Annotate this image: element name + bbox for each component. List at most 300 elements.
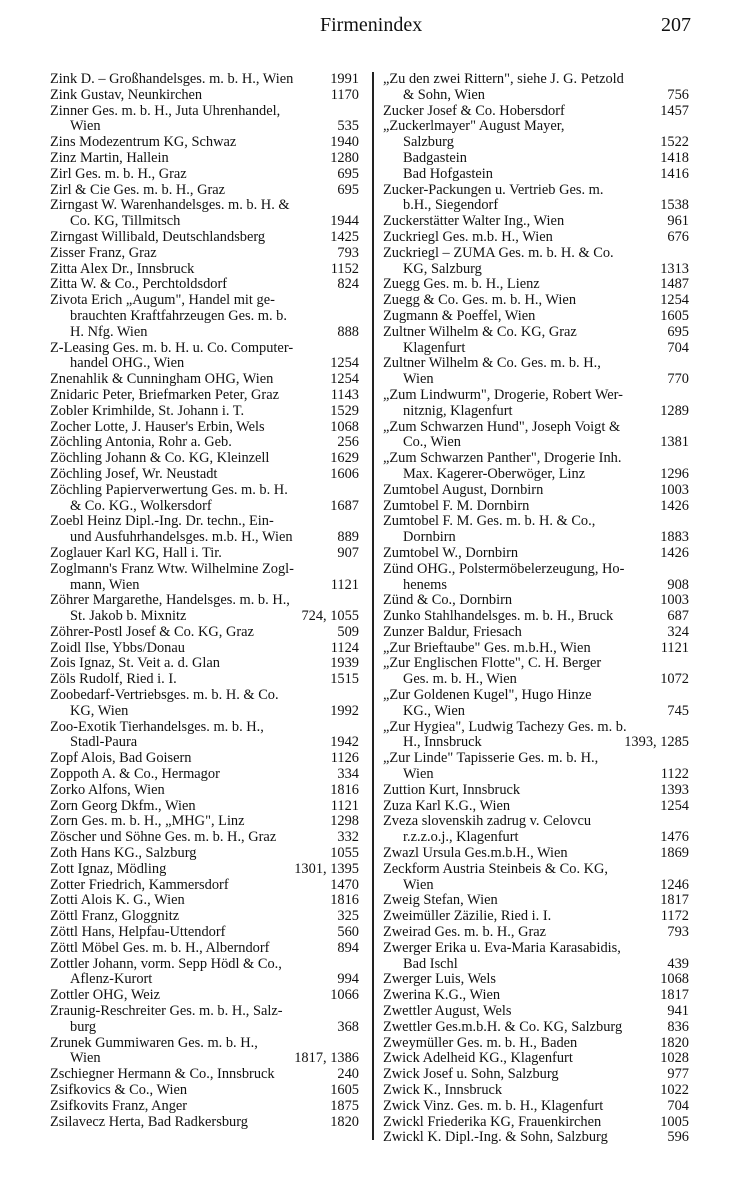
entry-line (50, 751, 359, 767)
entry-line (383, 720, 689, 736)
index-entry (383, 1083, 689, 1099)
entry-page-ref: 1629 (330, 450, 359, 467)
entry-page-ref: 1301, 1395 (294, 860, 359, 877)
entry-text: Z-Leasing Ges. m. b. H. u. Co. Computer- (50, 340, 294, 356)
entry-page-ref: 1254 (330, 371, 359, 388)
entry-page-ref: 704 (667, 1097, 689, 1114)
entry-text: Zumtobel W., Dornbirn (383, 545, 519, 561)
entry-text: Zöchling Antonia, Rohr a. Geb. (50, 435, 232, 451)
entry-text: burg (70, 1019, 97, 1035)
entry-text: Zwick Vinz. Ges. m. b. H., Klagenfurt (383, 1098, 604, 1114)
entry-line (383, 1020, 689, 1036)
entry-text: Zirngast W. Warenhandelsges. m. b. H. & (50, 198, 290, 214)
entry-page-ref: 1152 (330, 260, 359, 277)
entry-page-ref: 994 (337, 971, 359, 988)
entry-text: Zocher Lotte, J. Hauser's Erbin, Wels (50, 419, 265, 435)
index-entry (383, 1067, 689, 1083)
entry-page-ref: 439 (667, 955, 689, 972)
entry-page-ref (357, 688, 359, 704)
index-entry (383, 183, 689, 215)
entry-line (50, 830, 359, 846)
entry-line (383, 467, 689, 483)
entry-text: Zoth Hans KG., Salzburg (50, 846, 197, 862)
entry-line (383, 1083, 689, 1099)
entry-page-ref: 332 (337, 829, 359, 846)
entry-line (383, 735, 689, 751)
entry-line (50, 988, 359, 1004)
entry-page-ref: 1939 (330, 655, 359, 672)
entry-line (50, 88, 359, 104)
entry-line (50, 972, 359, 988)
index-entry (50, 1004, 359, 1036)
entry-page-ref: 1522 (660, 134, 689, 151)
entry-text: Zobler Krimhilde, St. Johann i. T. (50, 403, 245, 419)
entry-line (50, 1004, 359, 1020)
entry-page-ref: 1170 (330, 86, 359, 103)
index-entry (50, 104, 359, 136)
entry-line (383, 183, 689, 199)
entry-text: Zöttl Franz, Gloggnitz (50, 909, 180, 925)
index-entry (383, 641, 689, 657)
index-entry (50, 846, 359, 862)
index-entry (50, 372, 359, 388)
entry-page-ref: 334 (337, 766, 359, 783)
entry-page-ref (357, 104, 359, 120)
entry-page-ref (687, 246, 689, 262)
index-entry (50, 1099, 359, 1115)
index-entry (383, 846, 689, 862)
entry-text: Zöhrer-Postl Josef & Co. KG, Graz (50, 624, 254, 640)
entry-page-ref: 240 (337, 1066, 359, 1083)
entry-text: nitznig, Klagenfurt (403, 403, 513, 419)
entry-text: Zunzer Baldur, Friesach (383, 624, 522, 640)
entry-line (50, 1067, 359, 1083)
entry-page-ref: 325 (337, 908, 359, 925)
entry-line (383, 372, 689, 388)
index-entry (383, 988, 689, 1004)
entry-page-ref (357, 198, 359, 214)
entry-text: Dornbirn (403, 530, 456, 546)
entry-text: Zraunig-Reschreiter Ges. m. b. H., Salz- (50, 1004, 283, 1020)
entry-text: Zwettler Ges.m.b.H. & Co. KG, Salzburg (383, 1019, 623, 1035)
entry-line (50, 372, 359, 388)
page-number: 207 (661, 14, 691, 36)
entry-text: „Zu den zwei Rittern", siehe J. G. Petzold (383, 72, 624, 87)
entry-page-ref: 793 (337, 244, 359, 261)
entry-text: „Zuckerlmayer" August Mayer, (383, 119, 565, 135)
index-entry (50, 641, 359, 657)
index-entry (50, 435, 359, 451)
entry-line (383, 972, 689, 988)
index-entry (50, 388, 359, 404)
entry-page-ref: 793 (667, 924, 689, 941)
entry-page-ref: 1393, 1285 (624, 734, 689, 751)
entry-text: Zwettler August, Wels (383, 1004, 512, 1020)
entry-text: Ges. m. b. H., Wien (403, 672, 517, 688)
entry-line (50, 862, 359, 878)
entry-text: KG., Wien (403, 703, 465, 719)
entry-page-ref: 824 (337, 276, 359, 293)
entry-text: Zuckriegl Ges. m.b. H., Wien (383, 229, 553, 245)
entry-line (50, 341, 359, 357)
entry-page-ref: 687 (667, 608, 689, 625)
index-entry (383, 325, 689, 357)
entry-line (50, 814, 359, 830)
entry-page-ref (357, 1036, 359, 1052)
index-entry (50, 893, 359, 909)
entry-line (50, 514, 359, 530)
entry-line (50, 167, 359, 183)
entry-line (50, 420, 359, 436)
index-entry (383, 499, 689, 515)
entry-text: Zorn Georg Dkfm., Wien (50, 798, 196, 814)
entry-text: brauchten Kraftfahrzeugen Ges. m. b. (70, 308, 287, 324)
entry-page-ref: 704 (667, 339, 689, 356)
index-entry (50, 230, 359, 246)
entry-text: Zinner Ges. m. b. H., Juta Uhrenhandel, (50, 103, 281, 119)
index-entry (50, 656, 359, 672)
index-entry (383, 625, 689, 641)
index-entry (50, 593, 359, 625)
entry-line (383, 404, 689, 420)
entry-line (50, 483, 359, 499)
entry-page-ref (357, 514, 359, 530)
entry-line (383, 198, 689, 214)
entry-page-ref (687, 451, 689, 467)
index-entry (50, 941, 359, 957)
index-entry (383, 688, 689, 720)
entry-page-ref: 1068 (330, 418, 359, 435)
index-entry (50, 562, 359, 594)
column-divider (372, 72, 374, 1140)
entry-text: Zirl & Cie Ges. m. b. H., Graz (50, 182, 226, 198)
entry-page-ref (687, 183, 689, 199)
entry-text: Zoglmann's Franz Wtw. Wilhelmine Zogl- (50, 561, 294, 577)
entry-text: Zöchling Papierverwertung Ges. m. b. H. (50, 482, 288, 498)
entry-page-ref: 1817, 1386 (294, 1050, 359, 1067)
index-entry (50, 198, 359, 230)
entry-line (50, 404, 359, 420)
entry-text: Zweirad Ges. m. b. H., Graz (383, 925, 547, 941)
entry-line (383, 356, 689, 372)
entry-line (50, 230, 359, 246)
index-entry (50, 814, 359, 830)
entry-text: Zucker Josef & Co. Hobersdorf (383, 103, 565, 119)
index-entry (383, 814, 689, 846)
entry-line (383, 704, 689, 720)
entry-text: St. Jakob b. Mixnitz (70, 609, 187, 625)
entry-page-ref (687, 356, 689, 372)
index-entry (383, 1004, 689, 1020)
entry-page-ref: 1121 (660, 639, 689, 656)
entry-text: Zoo-Exotik Tierhandelsges. m. b. H., (50, 719, 264, 735)
entry-line (383, 846, 689, 862)
entry-page-ref: 1055 (330, 845, 359, 862)
entry-text: Zumtobel F. M. Ges. m. b. H. & Co., (383, 514, 596, 530)
entry-text: „Zur Brieftaube" Ges. m.b.H., Wien (383, 640, 591, 656)
entry-text: „Zur Englischen Flotte", C. H. Berger (383, 656, 602, 672)
entry-line (50, 893, 359, 909)
index-entry (50, 862, 359, 878)
entry-page-ref: 1022 (660, 1082, 689, 1098)
entry-page-ref: 1817 (660, 892, 689, 909)
entry-text: Wien (403, 877, 434, 893)
entry-text: Zöscher und Söhne Ges. m. b. H., Graz (50, 830, 277, 846)
entry-line (50, 735, 359, 751)
entry-page-ref: 509 (337, 623, 359, 640)
entry-line (383, 262, 689, 278)
entry-page-ref: 535 (337, 118, 359, 135)
entry-line (50, 246, 359, 262)
entry-page-ref: 1122 (660, 766, 689, 783)
entry-text: Zwick Josef u. Sohn, Salzburg (383, 1067, 559, 1083)
index-entry (50, 688, 359, 720)
entry-line (383, 578, 689, 594)
entry-line (383, 119, 689, 135)
entry-text: Zultner Wilhelm & Co. KG, Graz (383, 324, 577, 340)
entry-line (383, 957, 689, 973)
entry-page-ref (357, 720, 359, 736)
entry-page-ref: 1298 (330, 813, 359, 830)
entry-line (383, 546, 689, 562)
entry-line (50, 957, 359, 973)
entry-page-ref: 907 (337, 544, 359, 561)
entry-page-ref (687, 862, 689, 878)
index-entry (383, 514, 689, 546)
entry-line (50, 309, 359, 325)
entry-page-ref: 836 (667, 1018, 689, 1035)
entry-line (50, 878, 359, 894)
entry-line (383, 814, 689, 830)
entry-line (383, 451, 689, 467)
entry-text: Wien (70, 1051, 101, 1067)
entry-page-ref: 1143 (330, 386, 359, 403)
entry-text: Zuttion Kurt, Innsbruck (383, 782, 521, 798)
entry-line (383, 1067, 689, 1083)
entry-text: Zsifkovics & Co., Wien (50, 1083, 188, 1098)
entry-line (383, 388, 689, 404)
entry-text: Co. KG, Tillmitsch (70, 214, 181, 230)
index-entry (383, 941, 689, 973)
entry-text: Zuckriegl – ZUMA Ges. m. b. H. & Co. (383, 245, 614, 261)
entry-page-ref: 1003 (660, 481, 689, 498)
index-entry (383, 72, 689, 104)
index-entry (50, 483, 359, 515)
entry-page-ref (687, 688, 689, 704)
index-entry (50, 151, 359, 167)
entry-page-ref (687, 119, 689, 135)
entry-line (383, 641, 689, 657)
index-entry (383, 562, 689, 594)
entry-page-ref: 1003 (660, 592, 689, 609)
entry-text: Zirngast Willibald, Deutschlandsberg (50, 229, 266, 245)
entry-page-ref (357, 483, 359, 499)
entry-text: Co., Wien (403, 435, 461, 451)
entry-line (50, 151, 359, 167)
entry-line (50, 183, 359, 199)
entry-page-ref (687, 72, 689, 88)
index-entry (50, 783, 359, 799)
entry-text: Wien (70, 119, 101, 135)
entry-page-ref (687, 720, 689, 736)
entry-page-ref: 1875 (330, 1097, 359, 1114)
entry-text: Zucker-Packungen u. Vertrieb Ges. m. (383, 182, 604, 198)
entry-text: Stadl-Paura (70, 735, 138, 751)
index-entry (383, 972, 689, 988)
entry-line (383, 214, 689, 230)
entry-text: Zwerina K.G., Wien (383, 988, 501, 1004)
entry-line (50, 1020, 359, 1036)
index-entry (383, 799, 689, 815)
entry-text: Zöttl Möbel Ges. m. b. H., Alberndorf (50, 940, 270, 956)
index-entry (383, 546, 689, 562)
entry-text: Salzburg (403, 135, 454, 151)
entry-text: KG, Wien (70, 703, 129, 719)
entry-page-ref: 695 (667, 323, 689, 340)
entry-text: Zoidl Ilse, Ybbs/Donau (50, 640, 185, 656)
entry-text: Zschiegner Hermann & Co., Innsbruck (50, 1067, 275, 1083)
entry-line (50, 767, 359, 783)
entry-page-ref: 695 (337, 165, 359, 182)
entry-line (383, 1036, 689, 1052)
entry-text: Bad Ischl (403, 956, 458, 972)
index-column-left (50, 72, 359, 1130)
index-entry (50, 135, 359, 151)
entry-text: Zwazl Ursula Ges.m.b.H., Wien (383, 846, 568, 862)
entry-page-ref: 1066 (330, 987, 359, 1004)
entry-line (383, 878, 689, 894)
entry-line (383, 88, 689, 104)
entry-text: & Sohn, Wien (403, 87, 485, 103)
entry-line (50, 625, 359, 641)
entry-text: Zöchling Johann & Co. KG, Kleinzell (50, 451, 270, 467)
entry-line (50, 941, 359, 957)
entry-line (50, 293, 359, 309)
entry-page-ref: 1416 (660, 165, 689, 182)
entry-page-ref (687, 514, 689, 530)
entry-page-ref: 1393 (660, 781, 689, 798)
entry-text: Zuegg Ges. m. b. H., Lienz (383, 277, 540, 293)
index-entry (383, 104, 689, 120)
index-entry (50, 925, 359, 941)
entry-page-ref (687, 562, 689, 578)
entry-page-ref: 1529 (330, 402, 359, 419)
entry-line (383, 625, 689, 641)
index-entry (50, 751, 359, 767)
entry-text: Zottler OHG, Weiz (50, 988, 161, 1004)
index-entry (383, 451, 689, 483)
index-entry (50, 514, 359, 546)
entry-page-ref: 1538 (660, 197, 689, 214)
entry-text: Zotter Friedrich, Kammersdorf (50, 877, 229, 893)
index-entry (383, 656, 689, 688)
index-entry (50, 672, 359, 688)
entry-line (50, 720, 359, 736)
index-entry (383, 925, 689, 941)
entry-page-ref (687, 751, 689, 767)
entry-text: Bad Hofgastein (403, 166, 493, 182)
entry-text: Zitta W. & Co., Perchtoldsdorf (50, 277, 228, 293)
entry-text: Badgastein (403, 150, 467, 166)
entry-line (50, 562, 359, 578)
entry-line (50, 356, 359, 372)
entry-text: „Zur Hygiea", Ludwig Tachezy Ges. m. b. (383, 719, 627, 735)
entry-text: H., Innsbruck (403, 735, 482, 751)
entry-line (50, 593, 359, 609)
entry-text: Zoppoth A. & Co., Hermagor (50, 767, 220, 783)
index-entry (383, 356, 689, 388)
entry-line (383, 1115, 689, 1131)
entry-line (50, 214, 359, 230)
index-entry (383, 277, 689, 293)
index-entry (50, 988, 359, 1004)
entry-text: handel OHG., Wien (70, 356, 185, 372)
entry-text: Zeckform Austria Steinbeis & Co. KG, (383, 861, 609, 877)
index-entry (383, 1020, 689, 1036)
entry-page-ref (687, 814, 689, 830)
entry-line (50, 846, 359, 862)
entry-line (50, 909, 359, 925)
entry-text: Zisser Franz, Graz (50, 245, 157, 261)
entry-line (383, 230, 689, 246)
entry-page-ref: 1940 (330, 134, 359, 151)
entry-page-ref: 1005 (660, 1113, 689, 1130)
entry-page-ref: 908 (667, 576, 689, 593)
entry-text: und Ausfuhrhandelsges. m.b. H., Wien (70, 530, 293, 546)
entry-text: Zink Gustav, Neunkirchen (50, 87, 203, 103)
entry-text: Zumtobel F. M. Dornbirn (383, 498, 530, 514)
entry-line (50, 546, 359, 562)
entry-line (50, 1099, 359, 1115)
entry-text: Zwerger Erika u. Eva-Maria Karasabidis, (383, 940, 621, 956)
index-entry (50, 1067, 359, 1083)
entry-page-ref: 1944 (330, 213, 359, 230)
entry-text: b.H., Siegendorf (403, 198, 499, 214)
entry-page-ref: 1246 (660, 876, 689, 893)
entry-page-ref: 1605 (660, 307, 689, 324)
entry-page-ref: 724, 1055 (301, 608, 359, 625)
entry-page-ref (357, 1004, 359, 1020)
entry-text: Zsifkovits Franz, Anger (50, 1098, 188, 1114)
entry-text: Klagenfurt (403, 340, 466, 356)
index-entry (50, 167, 359, 183)
entry-page-ref (357, 957, 359, 973)
entry-line (383, 1051, 689, 1067)
entry-page-ref: 1942 (330, 734, 359, 751)
entry-line (383, 656, 689, 672)
entry-text: Zois Ignaz, St. Veit a. d. Glan (50, 656, 220, 672)
entry-line (50, 799, 359, 815)
entry-text: Zultner Wilhelm & Co. Ges. m. b. H., (383, 356, 601, 372)
page-header (0, 14, 739, 44)
entry-page-ref: 1515 (330, 671, 359, 688)
entry-page-ref: 1124 (330, 639, 359, 656)
entry-page-ref: 256 (337, 434, 359, 451)
entry-line (383, 988, 689, 1004)
entry-text: Zoebl Heinz Dipl.-Ing. Dr. techn., Ein- (50, 514, 274, 530)
entry-text: „Zum Schwarzen Hund", Joseph Voigt & (383, 419, 621, 435)
entry-text: & Co. KG., Wolkersdorf (70, 498, 212, 514)
entry-page-ref: 1487 (660, 276, 689, 293)
entry-line (50, 135, 359, 151)
entry-text: Wien (403, 767, 434, 783)
entry-page-ref: 1817 (660, 987, 689, 1004)
entry-page-ref (687, 388, 689, 404)
entry-line (50, 198, 359, 214)
entry-text: „Zur Goldenen Kugel", Hugo Hinze (383, 688, 592, 704)
entry-page-ref: 1289 (660, 402, 689, 419)
entry-page-ref: 1425 (330, 228, 359, 245)
